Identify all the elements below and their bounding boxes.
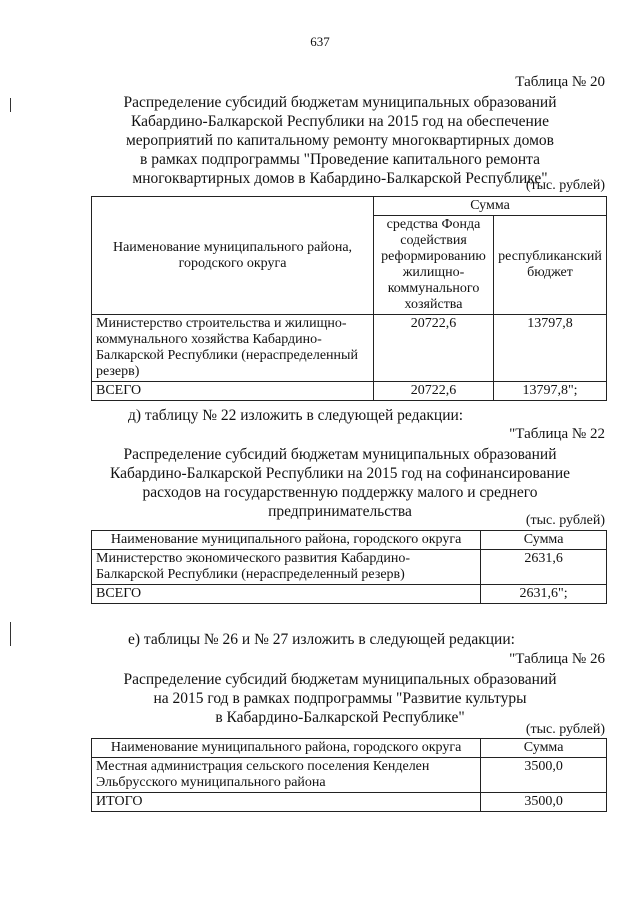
table-row — [92, 758, 607, 793]
title-line: Распределение субсидий бюджетам муниципальных образований — [123, 94, 557, 111]
table-row — [92, 315, 607, 382]
table26-row-name: Местная администрация сельского поселения Кенделен Эльбрусского муниципального района — [92, 758, 481, 793]
title-line: в Кабардино-Балкарской Республике" — [215, 709, 465, 726]
table-row — [92, 550, 607, 585]
scan-margin-mark — [10, 622, 11, 646]
table26-col-sum: Сумма — [481, 739, 607, 758]
title-line: на 2015 год в рамках подпрограммы "Развитие культуры — [153, 690, 527, 707]
table22-row-name: Министерство экономического развития Кабардино-Балкарской Республики (нераспределенный резерв) — [92, 550, 481, 585]
table26-col-name: Наименование муниципального района, городского округа — [92, 739, 481, 758]
table26-label: "Таблица № 26 — [509, 651, 605, 667]
table26-total-sum: 3500,0 — [481, 793, 607, 812]
table20-col-republic: республиканский бюджет — [493, 216, 606, 315]
table20-label: Таблица № 20 — [515, 74, 605, 90]
table20-col-fund: средства Фонда содействия реформированию жилищно-коммунального хозяйства — [374, 216, 494, 315]
page-number: 637 — [310, 34, 330, 49]
table22-total-label: ВСЕГО — [92, 585, 481, 604]
table20-row-name: Министерство строительства и жилищно-коммунального хозяйства Кабардино-Балкарской Республики (нераспределенный резерв) — [92, 315, 374, 382]
table22-label: "Таблица № 22 — [509, 426, 605, 442]
table22-unit: (тыс. рублей) — [525, 513, 605, 528]
table20-row-fund: 20722,6 — [374, 315, 494, 382]
paragraph-e: е) таблицы № 26 и № 27 изложить в следующей редакции: — [128, 631, 515, 648]
table26-row-sum: 3500,0 — [481, 758, 607, 793]
table26-unit: (тыс. рублей) — [525, 722, 605, 737]
table22-total-sum: 2631,6"; — [481, 585, 607, 604]
table20-col-sum: Сумма — [374, 197, 607, 216]
table-row — [92, 585, 607, 604]
table20-total-republic: 13797,8"; — [493, 382, 606, 401]
table-row — [92, 793, 607, 812]
table22-title — [60, 445, 620, 521]
scan-margin-mark — [10, 98, 11, 112]
title-line: в рамках подпрограммы "Проведение капитального ремонта — [140, 151, 540, 168]
title-line: Распределение субсидий бюджетам муниципальных образований — [123, 671, 557, 688]
title-line: Распределение субсидий бюджетам муниципальных образований — [123, 446, 557, 463]
table26-title — [60, 670, 620, 727]
title-line: мероприятий по капитальному ремонту многоквартирных домов — [125, 132, 555, 149]
title-line: расходов на государственную поддержку малого и среднего — [142, 484, 538, 501]
table22-row-sum: 2631,6 — [481, 550, 607, 585]
table26-total-label: ИТОГО — [92, 793, 481, 812]
table20-row-republic: 13797,8 — [493, 315, 606, 382]
table22-col-sum: Сумма — [481, 531, 607, 550]
title-line: многоквартирных домов в Кабардино-Балкарской Республике" — [132, 170, 548, 187]
table20 — [91, 196, 607, 401]
table20-col-name: Наименование муниципального района, городского округа — [92, 197, 374, 315]
table20-total-label: ВСЕГО — [92, 382, 374, 401]
title-line: Кабардино-Балкарской Республики на 2015 год на софинансирование — [109, 465, 571, 482]
title-line: Кабардино-Балкарской Республики на 2015 год на обеспечение — [131, 113, 549, 130]
title-line: предпринимательства — [268, 503, 412, 520]
table26 — [91, 738, 607, 812]
table20-total-fund: 20722,6 — [374, 382, 494, 401]
table22-col-name: Наименование муниципального района, городского округа — [92, 531, 481, 550]
table20-title — [60, 93, 620, 188]
table-row — [92, 382, 607, 401]
paragraph-d: д) таблицу № 22 изложить в следующей редакции: — [128, 407, 464, 424]
table20-unit: (тыс. рублей) — [525, 178, 605, 193]
table22 — [91, 530, 607, 604]
